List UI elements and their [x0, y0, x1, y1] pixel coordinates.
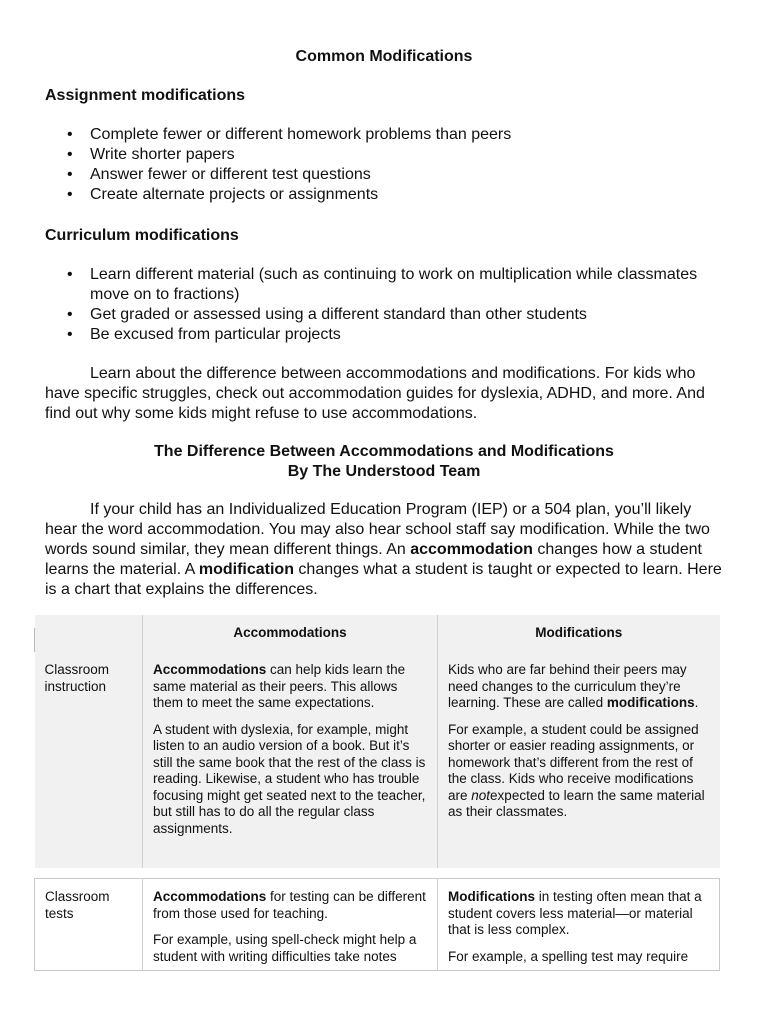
modifications-cell: Kids who are far behind their peers may need changes to the curriculum they’re learning. These are called modifications. For example, a student could be assigned shorter or easier reading assignments, or homework that’s different from the rest of the class. Kids who receive modifications are notexpected to learn the same material as their classmates.: [438, 650, 720, 868]
list-item: • Be excused from particular projects: [45, 325, 725, 345]
header-accommodations: Accommodations: [143, 615, 438, 650]
list-item: • Answer fewer or different test questions: [45, 165, 725, 185]
list-item: • Get graded or assessed using a different standard than other students: [45, 305, 725, 325]
assignment-heading: Assignment modifications: [45, 87, 246, 104]
article-byline: By The Understood Team: [287, 463, 481, 480]
list-item: • Create alternate projects or assignments: [45, 185, 725, 205]
list-item: • Complete fewer or different homework problems than peers: [45, 125, 725, 145]
accommodation-term: accommodation: [410, 541, 533, 558]
accommodations-cell: Accommodations for testing can be different from those used for teaching. For example, using spell-check might help a student with writing difficulties take notes: [143, 879, 438, 971]
article-title: The Difference Between Accommodations and Modifications: [154, 443, 614, 460]
table-row-spacer: [35, 868, 720, 879]
table-header-row: [35, 615, 720, 650]
row-label: Classroom instruction: [35, 650, 143, 868]
curriculum-heading: Curriculum modifications: [45, 227, 239, 244]
assignment-list: [45, 125, 725, 205]
curriculum-list: [45, 265, 725, 345]
list-item: • Write shorter papers: [45, 145, 725, 165]
learn-paragraph: Learn about the difference between accommodations and modifications. For kids who have specific struggles, check out accommodation guides for dyslexia, ADHD, and more. And find out why some kids might refuse to use accommodations.: [45, 365, 705, 422]
header-modifications: Modifications: [535, 625, 623, 640]
document-title: Common Modifications: [295, 48, 473, 65]
header-empty: [35, 615, 143, 650]
intro-paragraph: If your child has an Individualized Education Program (IEP) or a 504 plan, you’ll likely hear the word accommodation. You may also hear school staff say modification. While the two words sound similar, they mean different things. An accommodation changes how a student learns the material. A modification changes what a student is taught or expected to learn. Here is a chart that explains the differences.: [45, 501, 722, 598]
row-label: Classroom tests: [35, 879, 143, 971]
modifications-cell: Modifications in testing often mean that a student covers less material—or material that is less complex. For example, a spelling test may require: [438, 879, 720, 971]
table-row: [35, 650, 720, 868]
list-item: • Learn different material (such as continuing to work on multiplication while classmates move on to fractions): [45, 265, 725, 305]
comparison-table: [34, 615, 720, 971]
modification-term: modification: [198, 561, 294, 578]
accommodations-cell: Accommodations can help kids learn the same material as their peers. This allows them to meet the same expectations. A student with dyslexia, for example, might listen to an audio version of a book. But it’s still the same book that the rest of the class is reading. Likewise, a student who has trouble focusing might get seated next to the teacher, but still has to do all the regular class assignments.: [143, 650, 438, 868]
table-row: [35, 879, 720, 971]
